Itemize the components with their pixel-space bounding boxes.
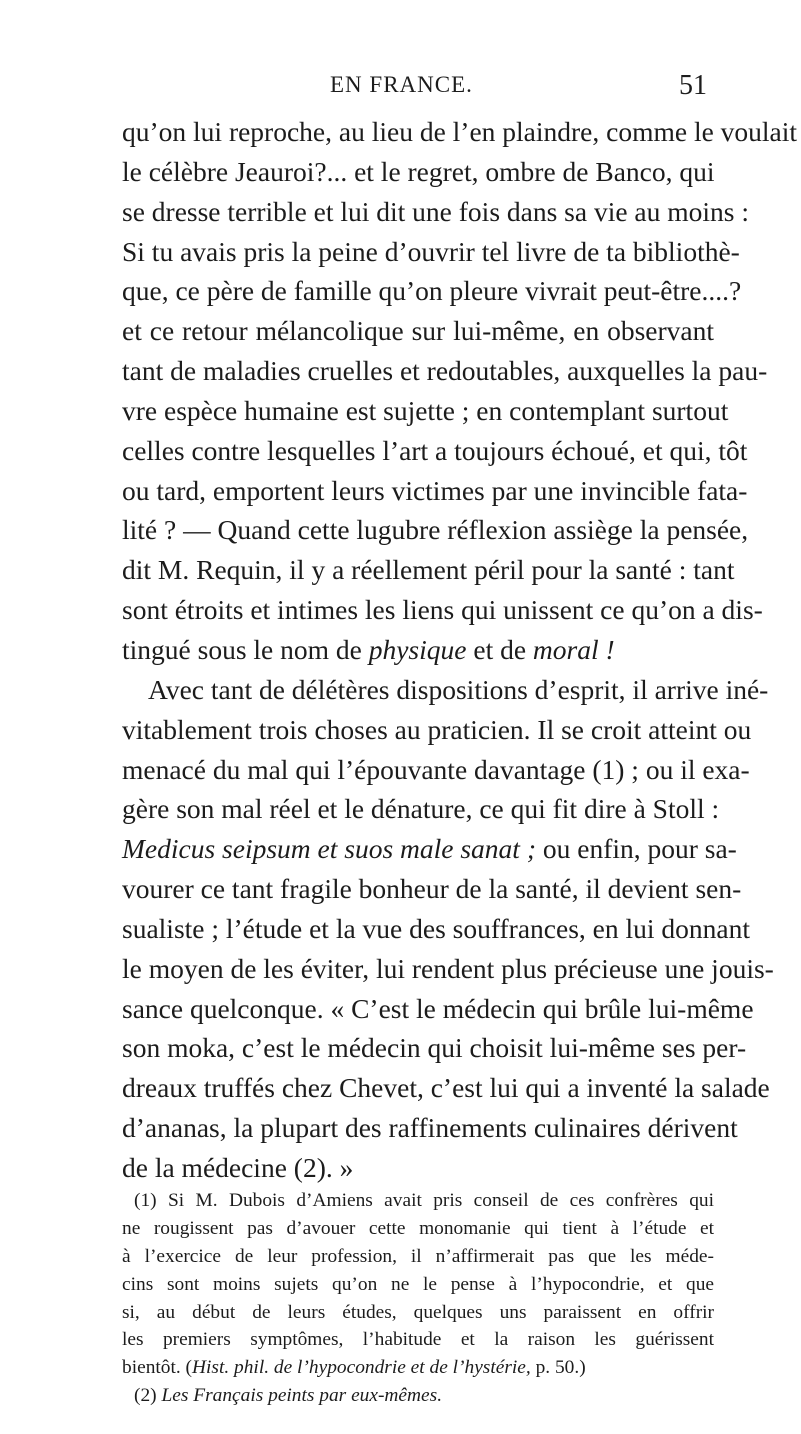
text-line: celles contre lesquelles l’art a toujours échoué, et qui, tôt [122, 434, 748, 466]
text-line: dit M. Requin, il y a réellement péril pour la santé : tant [122, 554, 735, 586]
text-line: et ce retour mélancolique sur lui-même, en observant [122, 315, 714, 347]
text-line: gère son mal réel et le dénature, ce qui fit dire à Stoll : [122, 793, 720, 825]
footnote-marker: (2) [134, 1385, 162, 1407]
text-line: vourer ce tant fragile bonheur de la santé, il devient sen- [122, 873, 742, 905]
citation-title: Hist. phil. de l’hypocondrie et de l’hystérie, [192, 1357, 531, 1379]
text-line: Si tu avais pris la peine d’ouvrir tel livre de ta bibliothè- [122, 235, 740, 267]
footnotes [122, 1187, 714, 1410]
text-line [122, 829, 737, 869]
footnote-line [122, 1354, 714, 1382]
text-line: vitablement trois choses au praticien. Il se croit atteint ou [122, 713, 752, 745]
text-line: Avec tant de délétères dispositions d’esprit, il arrive iné- [148, 673, 769, 705]
text-line: sualiste ; l’étude et la vue des souffrances, en lui donnant [122, 912, 750, 944]
text-line: son moka, c’est le médecin qui choisit lui-même ses per- [122, 1032, 747, 1064]
text-line: le moyen de les éviter, lui rendent plus précieuse une jouis- [122, 952, 774, 984]
body-text [122, 112, 798, 1188]
italic-term-physique: physique [368, 633, 467, 665]
footnote-line: si, au début de leurs études, quelques uns paraissent en offrir [122, 1301, 714, 1323]
text-line: d’ananas, la plupart des raffinements culinaires dérivent [122, 1112, 738, 1144]
text-fragment: bientôt. ( [122, 1357, 193, 1379]
text-line: vre espèce humaine est sujette ; en contemplant surtout [122, 394, 729, 426]
footnote-line: les premiers symptômes, l’habitude et la raison les guérissent [122, 1329, 714, 1351]
footnote-line [122, 1382, 714, 1410]
text-line: menacé du mal qui l’épouvante davantage (1) ; ou il exa- [122, 753, 750, 785]
text-line: sance quelconque. « C’est le médecin qui brûle lui-même [122, 992, 754, 1024]
text-fragment: ou enfin, pour sa- [535, 833, 737, 865]
text-line: lité ? — Quand cette lugubre réflexion assiège la pensée, [122, 514, 749, 546]
text-line: que, ce père de famille qu’on pleure vivrait peut-être....? [122, 275, 742, 307]
text-line [122, 630, 714, 670]
footnote-line: cins sont moins sujets qu’on ne le pense à l’hypocondrie, et que [122, 1273, 714, 1295]
text-line: tant de maladies cruelles et redoutables, auxquelles la pau- [122, 355, 768, 387]
italic-term-moral: moral ! [532, 633, 615, 665]
text-line: de la médecine (2). » [122, 1151, 354, 1183]
page-number: 51 [679, 70, 707, 101]
text-line: ou tard, emportent leurs victimes par une invincible fata- [122, 474, 748, 506]
citation-title: Les Français peints par eux-mêmes. [161, 1385, 443, 1407]
text-line: sont étroits et intimes les liens qui unissent ce qu’on a dis- [122, 594, 763, 626]
text-line: le célèbre Jeauroi?... et le regret, ombre de Banco, qui [122, 155, 715, 187]
footnote-line: (1) Si M. Dubois d’Amiens avait pris conseil de ces confrères qui [134, 1190, 714, 1211]
text-line: dreaux truffés chez Chevet, c’est lui qui a inventé la salade [122, 1072, 770, 1104]
text-line: se dresse terrible et lui dit une fois dans sa vie au moins : [122, 195, 750, 227]
text-fragment: tingué sous le nom de [122, 633, 369, 665]
footnote-line: à l’exercice de leur profession, il n’affirmerait pas que les méde- [122, 1245, 714, 1267]
text-fragment: p. 50.) [530, 1357, 586, 1379]
footnote-line: ne rougissent pas d’avouer cette monomanie qui tient à l’étude et [122, 1217, 714, 1239]
text-line: qu’on lui reproche, au lieu de l’en plaindre, comme le voulait [122, 116, 798, 147]
latin-quote: Medicus seipsum et suos male sanat ; [122, 833, 536, 865]
page-header [122, 70, 707, 110]
text-fragment: et de [466, 633, 533, 665]
running-head: EN FRANCE. [330, 72, 473, 97]
